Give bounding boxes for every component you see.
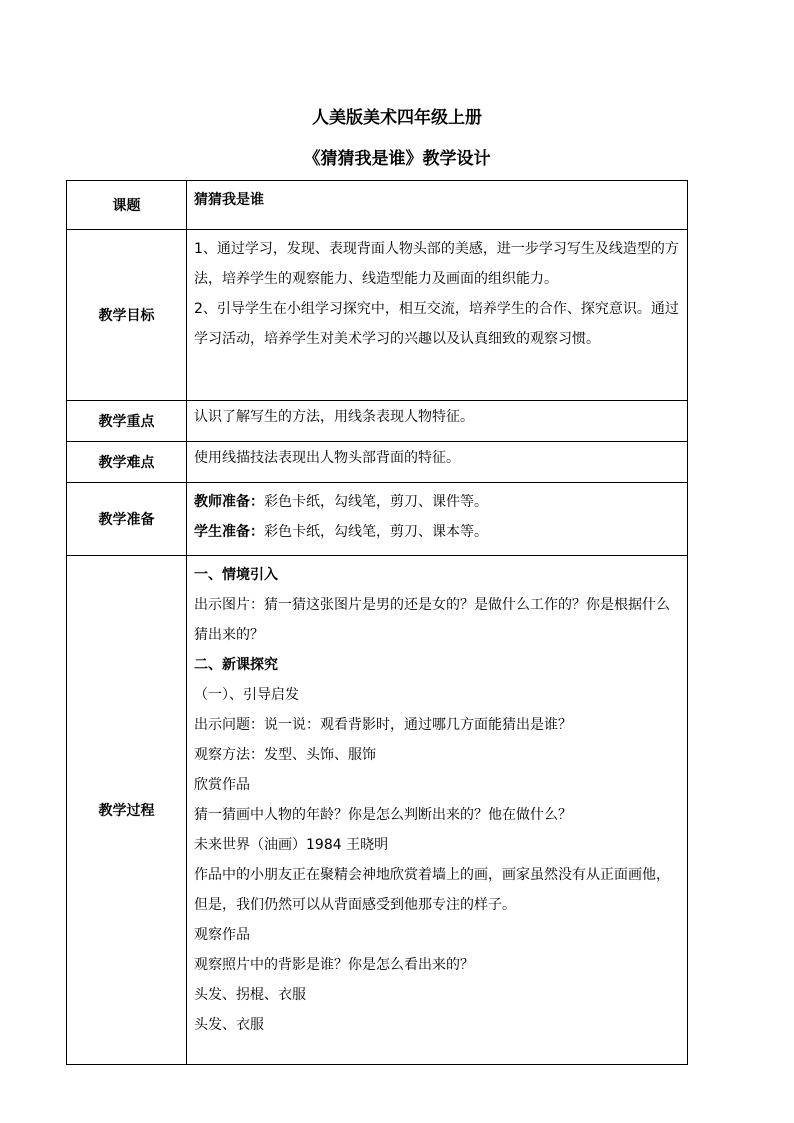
objective-item: 1、通过学习，发现、表现背面人物头部的美感，进一步学习写生及线造型的方法，培养学生的观察能力、线造型能力及画面的组织能力。 <box>194 241 679 287</box>
preparation-label: 教学准备 <box>67 483 187 556</box>
lesson-plan-table <box>66 180 688 1065</box>
process-line: 头发、拐棍、衣服 <box>194 987 306 1003</box>
table-row-process <box>67 556 688 1065</box>
process-line: 观察作品 <box>194 927 250 943</box>
objective-item: 2、引导学生在小组学习探究中，相互交流，培养学生的合作、探究意识。通过学习活动，培养学生对美术学习的兴趣以及认真细致的观察习惯。 <box>194 301 679 347</box>
topic-label: 课题 <box>67 181 187 230</box>
topic-value: 猜猜我是谁 <box>187 181 688 230</box>
table-row-difficulties <box>67 442 688 483</box>
section-heading: 一、情境引入 <box>194 567 278 583</box>
key-points-label: 教学重点 <box>67 401 187 442</box>
process-line: 欣赏作品 <box>194 777 250 793</box>
objectives-content <box>187 230 688 401</box>
process-line: 猜一猜画中人物的年龄？你是怎么判断出来的？他在做什么？ <box>194 807 572 823</box>
teacher-preparation: 教师准备：彩色卡纸，勾线笔，剪刀、课件等。 <box>194 494 488 510</box>
section-heading: 二、新课探究 <box>194 657 278 673</box>
document-subtitle: 《猜猜我是谁》教学设计 <box>303 149 491 169</box>
process-line: 作品中的小朋友正在聚精会神地欣赏着墙上的画，画家虽然没有从正面画他，但是，我们仍然可以从背面感受到他那专注的样子。 <box>194 867 670 913</box>
table-row-topic <box>67 181 688 230</box>
process-line: 头发、衣服 <box>194 1017 264 1033</box>
student-preparation: 学生准备：彩色卡纸，勾线笔，剪刀、课本等。 <box>194 524 488 540</box>
preparation-content <box>187 483 688 556</box>
table-row-preparation <box>67 483 688 556</box>
key-points-value: 认识了解写生的方法，用线条表现人物特征。 <box>187 401 688 442</box>
objectives-label: 教学目标 <box>67 230 187 401</box>
process-line: 观察方法：发型、头饰、服饰 <box>194 747 376 763</box>
table-row-objectives <box>67 230 688 401</box>
process-label: 教学过程 <box>67 556 187 1065</box>
table-row-key-points <box>67 401 688 442</box>
process-line: （一）、引导启发 <box>194 687 299 703</box>
process-line: 出示问题：说一说：观看背影时，通过哪几方面能猜出是谁？ <box>194 717 572 733</box>
process-line: 未来世界（油画）1984 王晓明 <box>194 837 389 853</box>
document-title: 人美版美术四年级上册 <box>312 108 482 128</box>
process-content <box>187 556 688 1065</box>
process-line: 观察照片中的背影是谁？你是怎么看出来的？ <box>194 957 474 973</box>
difficulties-value: 使用线描技法表现出人物头部背面的特征。 <box>187 442 688 483</box>
process-line: 出示图片：猜一猜这张图片是男的还是女的？是做什么工作的？你是根据什么猜出来的？ <box>194 597 670 643</box>
difficulties-label: 教学难点 <box>67 442 187 483</box>
